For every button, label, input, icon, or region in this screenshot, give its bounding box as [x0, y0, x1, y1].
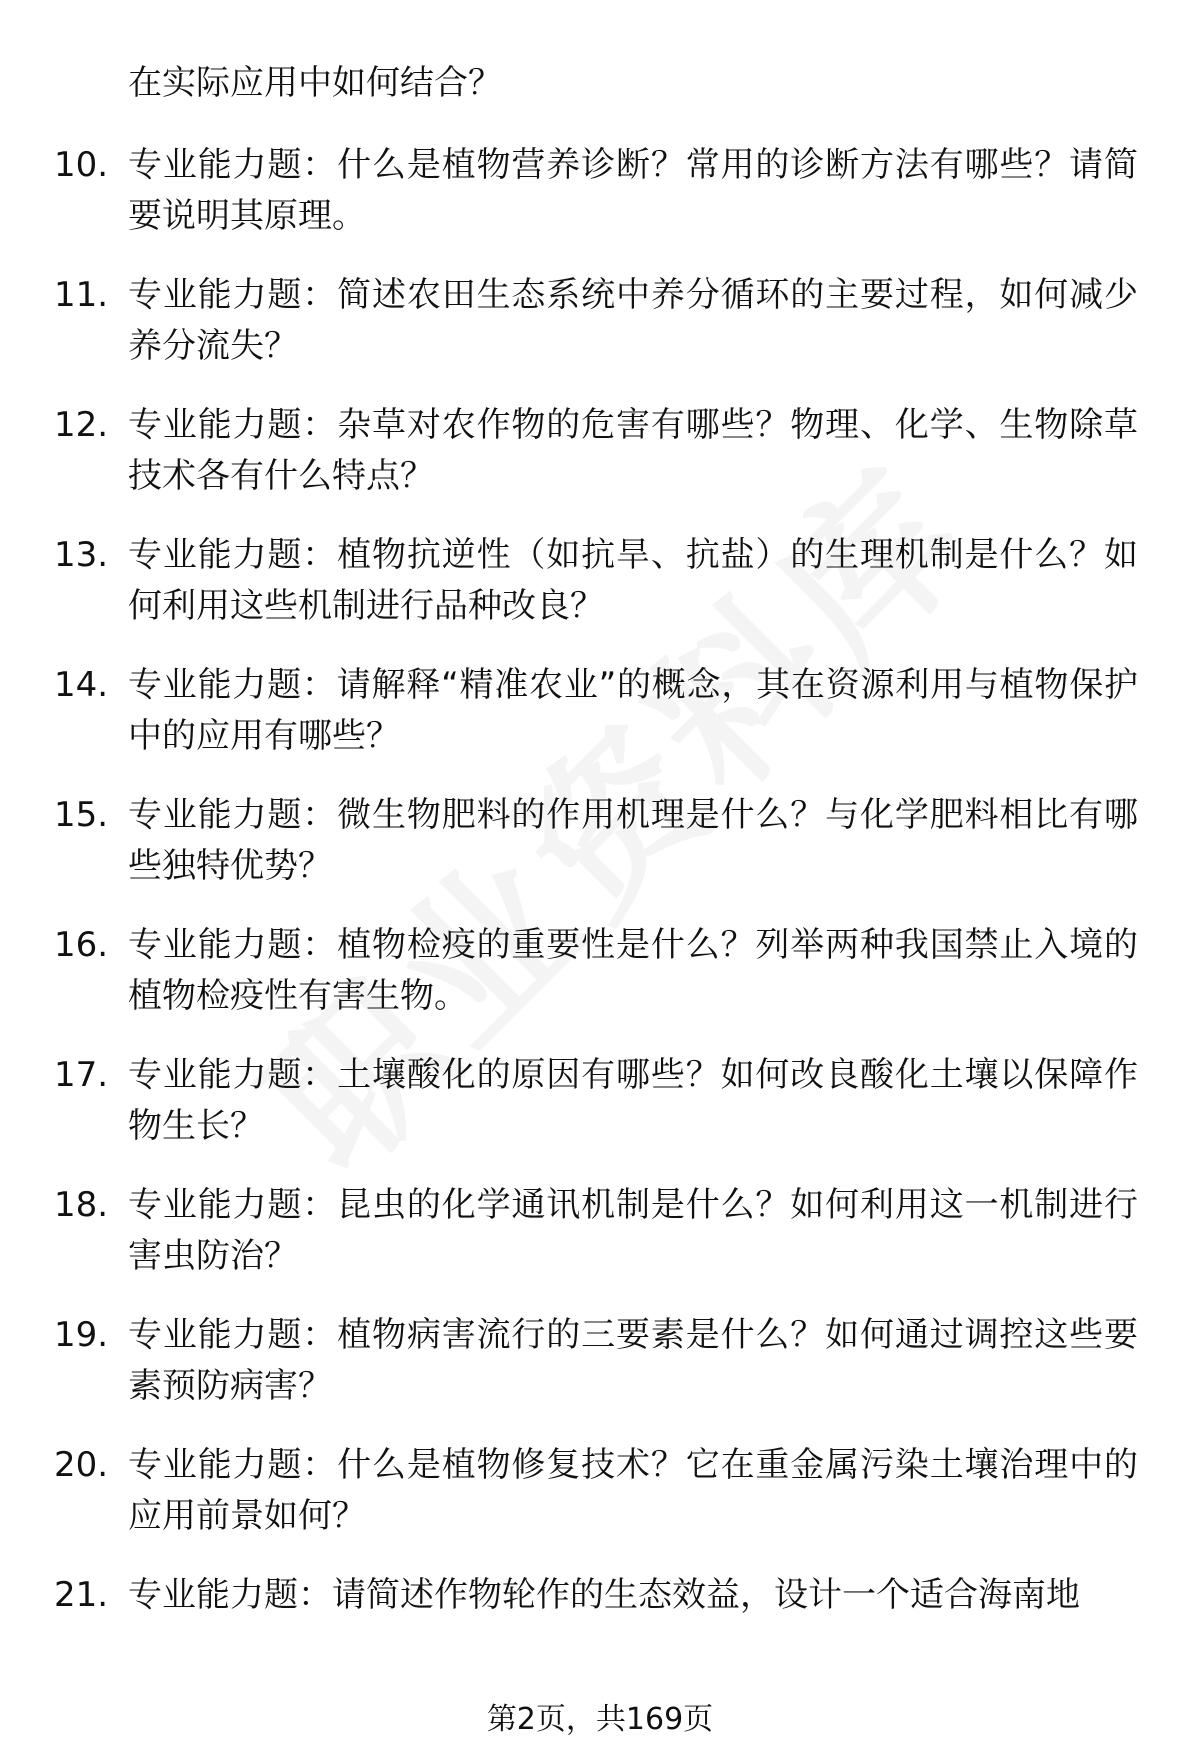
question-number: 11. [54, 275, 109, 315]
question-text: 专业能力题：植物检疫的重要性是什么？列举两种我国禁止入境的植物检疫性有害生物。 [128, 925, 1138, 1016]
question-item [0, 1570, 1200, 1700]
question-text: 专业能力题：昆虫的化学通讯机制是什么？如何利用这一机制进行害虫防治？ [128, 1185, 1138, 1276]
question-text: 专业能力题：植物抗逆性（如抗旱、抗盐）的生理机制是什么？如何利用这些机制进行品种改良？ [128, 535, 1138, 626]
question-number: 19. [54, 1315, 109, 1355]
question-text: 专业能力题：微生物肥料的作用机理是什么？与化学肥料相比有哪些独特优势？ [128, 795, 1138, 886]
question-item [0, 140, 1200, 270]
question-number: 15. [54, 795, 109, 835]
question-number: 16. [54, 925, 109, 965]
question-text: 专业能力题：什么是植物营养诊断？常用的诊断方法有哪些？请简要说明其原理。 [128, 145, 1138, 236]
question-item [0, 920, 1200, 1050]
continuation-text: 在实际应用中如何结合？ [128, 63, 502, 103]
question-text: 专业能力题：请简述作物轮作的生态效益，设计一个适合海南地 [128, 1575, 1080, 1615]
question-text: 专业能力题：植物病害流行的三要素是什么？如何通过调控这些要素预防病害？ [128, 1315, 1138, 1406]
question-number: 10. [54, 145, 109, 185]
question-text: 专业能力题：土壤酸化的原因有哪些？如何改良酸化土壤以保障作物生长？ [128, 1055, 1138, 1146]
question-text: 专业能力题：什么是植物修复技术？它在重金属污染土壤治理中的应用前景如何？ [128, 1445, 1138, 1536]
question-list [0, 140, 1200, 1700]
question-text: 专业能力题：请解释“精准农业”的概念，其在资源利用与植物保护中的应用有哪些？ [128, 665, 1138, 756]
question-item [0, 1440, 1200, 1570]
question-number: 13. [54, 535, 109, 575]
question-number: 17. [54, 1055, 109, 1095]
page-footer: 第2页，共169页 [486, 1702, 714, 1737]
question-item [0, 660, 1200, 790]
question-number: 14. [54, 665, 109, 705]
question-item [0, 1180, 1200, 1310]
question-number: 20. [54, 1445, 109, 1485]
question-item [0, 1050, 1200, 1180]
question-item [0, 1310, 1200, 1440]
question-item [0, 530, 1200, 660]
question-item [0, 270, 1200, 400]
question-number: 12. [54, 405, 109, 445]
question-number: 18. [54, 1185, 109, 1225]
question-item [0, 400, 1200, 530]
question-item [0, 790, 1200, 920]
question-text: 专业能力题：杂草对农作物的危害有哪些？物理、化学、生物除草技术各有什么特点？ [128, 405, 1138, 496]
question-number: 21. [54, 1575, 109, 1615]
question-text: 专业能力题：简述农田生态系统中养分循环的主要过程，如何减少养分流失？ [128, 275, 1138, 366]
